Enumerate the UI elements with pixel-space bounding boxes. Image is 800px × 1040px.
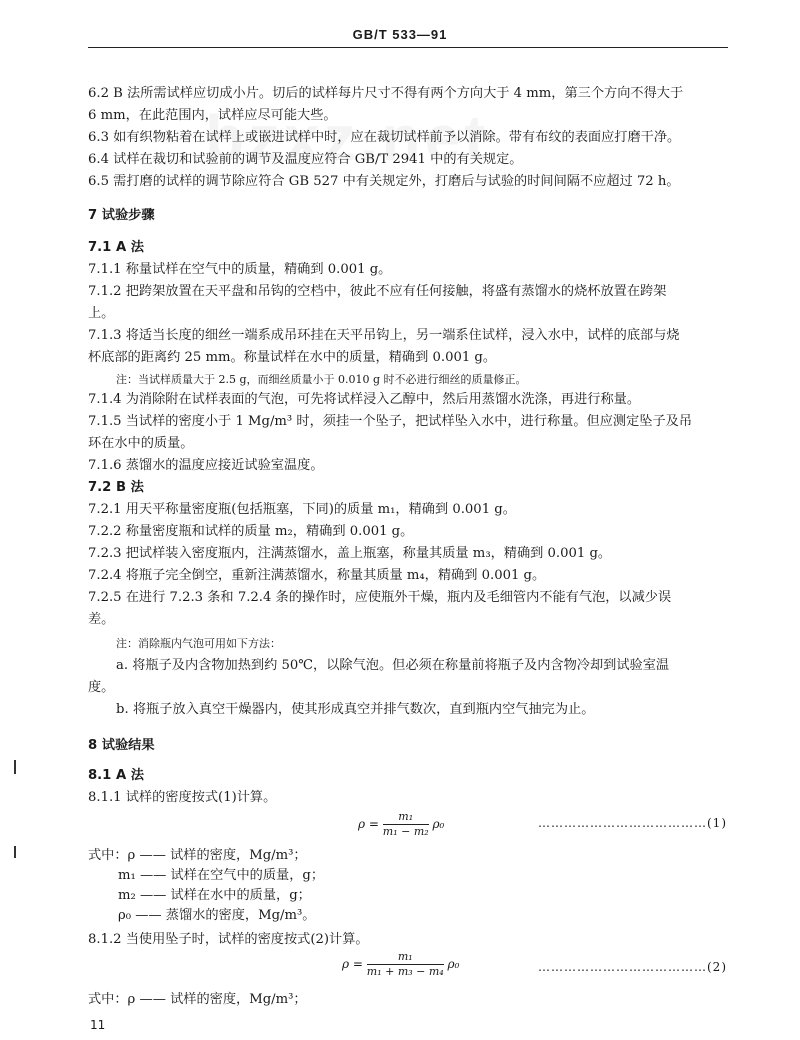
subsection-7-1-heading: 7.1 A 法 — [88, 240, 144, 255]
scan-mark — [14, 846, 16, 858]
formula-1-dots: ………………………………… — [538, 816, 707, 830]
para-7-1-3-line2: 杯底部的距离约 25 mm。称量试样在水中的质量，精确到 0.001 g。 — [88, 350, 497, 365]
para-7-1-2-line1: 7.1.2 把跨架放置在天平盘和吊钩的空档中，彼此不应有任何接触，将盛有蒸馏水的烧杯放置在跨架 — [88, 284, 667, 299]
formula-1-leader — [538, 813, 728, 833]
para-7-1-1: 7.1.1 称量试样在空气中的质量，精确到 0.001 g。 — [88, 262, 392, 277]
formula-2-fraction — [367, 950, 444, 979]
section-7-heading: 7 试验步骤 — [88, 208, 155, 223]
para-7-1-6: 7.1.6 蒸馏水的温度应接近试验室温度。 — [88, 458, 324, 473]
para-7-1-5-line1: 7.1.5 当试样的密度小于 1 Mg/m³ 时，须挂一个坠子，把试样坠入水中，进行称量。但应测定坠子及吊 — [88, 414, 693, 429]
where-m1: m₁ —— 试样在空气中的质量，g； — [118, 868, 325, 883]
formula-1-tail: ρ₀ — [432, 817, 445, 831]
para-7-1-2-line2: 上。 — [88, 306, 115, 321]
formula-2-number: (2) — [707, 960, 727, 974]
para-6-4: 6.4 试样在裁切和试验前的调节及温度应符合 GB/T 2941 中的有关规定。 — [88, 152, 523, 167]
para-8-1-1: 8.1.1 试样的密度按式(1)计算。 — [88, 790, 277, 805]
subsection-7-2-heading: 7.2 B 法 — [88, 480, 144, 495]
para-7-2-5-line1: 7.2.5 在进行 7.2.3 条和 7.2.4 条的操作时，应使瓶外干燥，瓶内及毛细管内不能有气泡，以减少误 — [88, 590, 672, 605]
scan-mark — [14, 760, 16, 774]
note-item-b: b. 将瓶子放入真空干燥器内，使其形成真空并排气数次，直到瓶内空气抽完为止。 — [116, 702, 595, 717]
section-8-heading: 8 试验结果 — [88, 738, 155, 753]
para-6-2-line1: 6.2 B 法所需试样应切成小片。切后的试样每片尺寸不得有两个方向大于 4 mm，第三个方向不得大于 — [88, 86, 684, 101]
formula-2-tail: ρ₀ — [447, 957, 460, 971]
para-7-2-5-line2: 差。 — [88, 612, 115, 627]
para-7-2-2: 7.2.2 称量密度瓶和试样的质量 m₂，精确到 0.001 g。 — [88, 524, 414, 539]
formula-1 — [358, 810, 444, 839]
para-7-2-3: 7.2.3 把试样装入密度瓶内，注满蒸馏水，盖上瓶塞，称量其质量 m₃，精确到 0.001 g。 — [88, 546, 612, 561]
page-header: GB/T 533—91 — [352, 27, 448, 42]
formula-2-leader — [538, 957, 728, 977]
page-number: 11 — [90, 1018, 106, 1032]
note-item-a-line1: a. 将瓶子及内含物加热到约 50℃，以除气泡。但必须在称量前将瓶子及内含物冷却到试验室温 — [116, 658, 670, 673]
formula-1-lhs: ρ = — [358, 817, 379, 831]
formula-1-number: (1) — [707, 816, 727, 830]
where-rho0: ρ₀ —— 蒸馏水的密度，Mg/m³。 — [118, 908, 316, 923]
para-7-2-1: 7.2.1 用天平称量密度瓶(包括瓶塞，下同)的质量 m₁，精确到 0.001 g。 — [88, 502, 516, 517]
subsection-8-1-heading: 8.1 A 法 — [88, 768, 144, 783]
note-7-2-5: 注：消除瓶内气泡可用如下方法： — [116, 637, 281, 650]
formula-2-denominator: m₁ + m₃ − m₄ — [366, 965, 444, 978]
formula-2-lhs: ρ = — [342, 957, 363, 971]
note-item-a-line2: 度。 — [88, 680, 115, 695]
formula-2 — [342, 950, 459, 979]
note-7-1-3: 注：当试样质量大于 2.5 g，而细丝质量小于 0.010 g 时不必进行细丝的质量修正。 — [116, 373, 527, 386]
formula-1-fraction — [383, 810, 429, 839]
where-rho: 式中：ρ —— 试样的密度，Mg/m³； — [88, 848, 307, 863]
header-rule — [88, 47, 728, 48]
para-7-1-3-line1: 7.1.3 将适当长度的细丝一端系成吊环挂在天平吊钩上，另一端系住试样，浸入水中，试样的底部与烧 — [88, 328, 680, 343]
formula-1-denominator: m₁ − m₂ — [382, 825, 429, 838]
para-7-1-4: 7.1.4 为消除附在试样表面的气泡，可先将试样浸入乙醇中，然后用蒸馏水洗涤，再进行称量。 — [88, 392, 641, 407]
formula-1-numerator: m₁ — [383, 810, 429, 825]
para-6-3: 6.3 如有织物粘着在试样上或嵌进试样中时，应在裁切试样前予以消除。带有布纹的表面应打磨干净。 — [88, 130, 681, 145]
para-6-5: 6.5 需打磨的试样的调节除应符合 GB 527 中有关规定外，打磨后与试验的时间间隔不应超过 72 h。 — [88, 174, 680, 189]
para-6-2-line2: 6 mm，在此范围内，试样应尽可能大些。 — [88, 108, 337, 123]
formula-2-dots: ………………………………… — [538, 960, 707, 974]
where-m2: m₂ —— 试样在水中的质量，g； — [118, 888, 311, 903]
para-8-1-2: 8.1.2 当使用坠子时，试样的密度按式(2)计算。 — [88, 932, 369, 947]
para-7-1-5-line2: 环在水中的质量。 — [88, 436, 194, 451]
formula-2-numerator: m₁ — [367, 950, 444, 965]
where-rho-2: 式中：ρ —— 试样的密度，Mg/m³； — [88, 992, 307, 1007]
para-7-2-4: 7.2.4 将瓶子完全倒空，重新注满蒸馏水，称量其质量 m₄，精确到 0.001 g。 — [88, 568, 546, 583]
